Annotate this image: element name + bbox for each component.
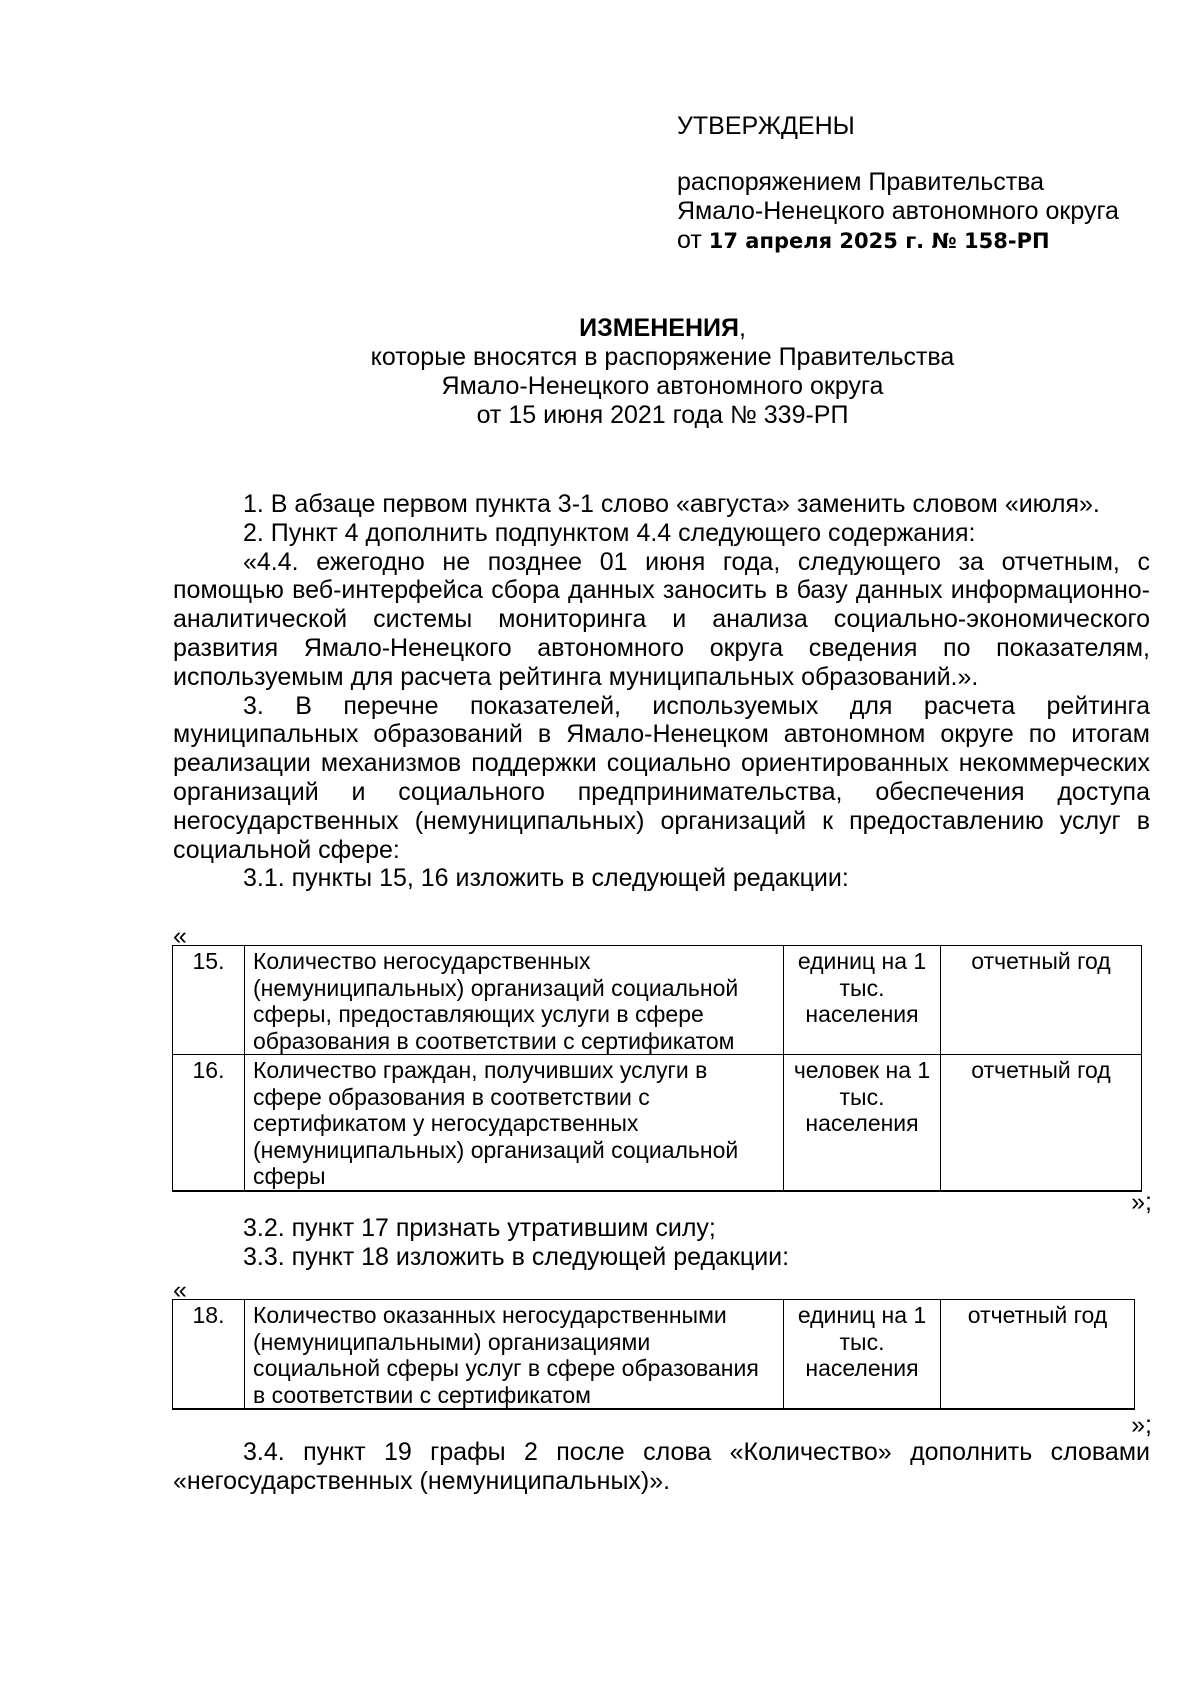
approval-date-prefix: от bbox=[677, 226, 709, 254]
indicators-table-1 bbox=[172, 945, 1142, 1192]
approval-date-value: 17 апреля 2025 г. № 158-РП bbox=[708, 229, 1050, 253]
table2-open-quote: « bbox=[173, 1276, 187, 1304]
indicator-unit: единиц на 1 тыс. населения bbox=[784, 946, 941, 1055]
title-heading: ИЗМЕНЕНИЯ bbox=[579, 314, 739, 342]
row-number: 16. bbox=[173, 1055, 245, 1191]
paragraph-8: 3.4. пункт 19 графы 2 после слова «Количество» дополнить словами «негосударственных (немуниципальных)». bbox=[173, 1438, 1150, 1495]
paragraph-6: 3.2. пункт 17 признать утратившим силу; bbox=[243, 1214, 716, 1242]
table-row bbox=[173, 946, 1142, 1055]
approval-stamp bbox=[677, 112, 1177, 256]
body-section-1 bbox=[173, 490, 1150, 893]
paragraph-1: 1. В абзаце первом пункта 3-1 слово «августа» заменить словом «июля». bbox=[243, 490, 1100, 518]
indicator-name: Количество граждан, получивших услуги в сфере образования в соответствии с сертификатом у негосударственных (немуниципальных) организаций социальной сферы bbox=[245, 1055, 784, 1191]
indicator-unit: единиц на 1 тыс. населения bbox=[784, 1300, 941, 1410]
indicator-period: отчетный год bbox=[941, 946, 1142, 1055]
approval-line-1: распоряжением Правительства bbox=[677, 168, 1045, 196]
table1-close-quote: »; bbox=[1131, 1188, 1152, 1216]
indicator-period: отчетный год bbox=[941, 1300, 1135, 1410]
body-section-2 bbox=[173, 1214, 1150, 1272]
indicators-table-2 bbox=[172, 1299, 1135, 1410]
table2-close-quote: »; bbox=[1131, 1411, 1152, 1439]
title-heading-suffix: , bbox=[738, 314, 746, 342]
indicator-name: Количество негосударственных (немуниципальных) организаций социальной сферы, предоставляющих услуги в сфере образования в соответствии с сертификатом bbox=[245, 946, 784, 1055]
row-number: 18. bbox=[173, 1300, 245, 1410]
title-line-2: Ямало-Ненецкого автономного округа bbox=[441, 372, 884, 400]
paragraph-5: 3.1. пункты 15, 16 изложить в следующей редакции: bbox=[243, 864, 849, 893]
indicator-period: отчетный год bbox=[941, 1055, 1142, 1191]
table1-open-quote: « bbox=[173, 922, 187, 950]
paragraph-7: 3.3. пункт 18 изложить в следующей редакции: bbox=[243, 1242, 790, 1271]
paragraph-3: «4.4. ежегодно не позднее 01 июня года, следующего за отчетным, с помощью веб-интерфейса сбора данных заносить в базу данных информационно-аналитической системы мониторинга и анализа социально-экономического развития Ямало-Ненецкого автономного округа сведения по показателям, используемым для расчета рейтинга муниципальных образований.». bbox=[173, 547, 1150, 691]
indicator-name: Количество оказанных негосударственными (немуниципальными) организациями социальной сферы услуг в сфере образования в соответствии с сертификатом bbox=[245, 1300, 784, 1410]
title-line-3: от 15 июня 2021 года № 339-РП bbox=[476, 401, 849, 429]
row-number: 15. bbox=[173, 946, 245, 1055]
approval-line-2: Ямало-Ненецкого автономного округа bbox=[677, 197, 1119, 225]
table-row bbox=[173, 1055, 1142, 1191]
document-title bbox=[170, 314, 1155, 430]
approval-date-line bbox=[677, 226, 1177, 256]
paragraph-4: 3. В перечне показателей, используемых для расчета рейтинга муниципальных образований в Ямало-Ненецком автономном округе по итогам реализации механизмов поддержки социально ориентированных некоммерческих организаций и социального предпринимательства, обеспечения доступа негосударственных (немуниципальных) организаций к предоставлению услуг в социальной сфере: bbox=[173, 691, 1150, 864]
title-line-1: которые вносятся в распоряжение Правительства bbox=[370, 343, 955, 371]
body-section-3 bbox=[173, 1438, 1150, 1496]
indicator-unit: человек на 1 тыс. населения bbox=[784, 1055, 941, 1191]
approval-heading: УТВЕРЖДЕНЫ bbox=[677, 112, 855, 140]
table-row bbox=[173, 1300, 1135, 1410]
paragraph-2: 2. Пункт 4 дополнить подпунктом 4.4 следующего содержания: bbox=[243, 518, 976, 547]
title-heading-line bbox=[170, 314, 1155, 343]
